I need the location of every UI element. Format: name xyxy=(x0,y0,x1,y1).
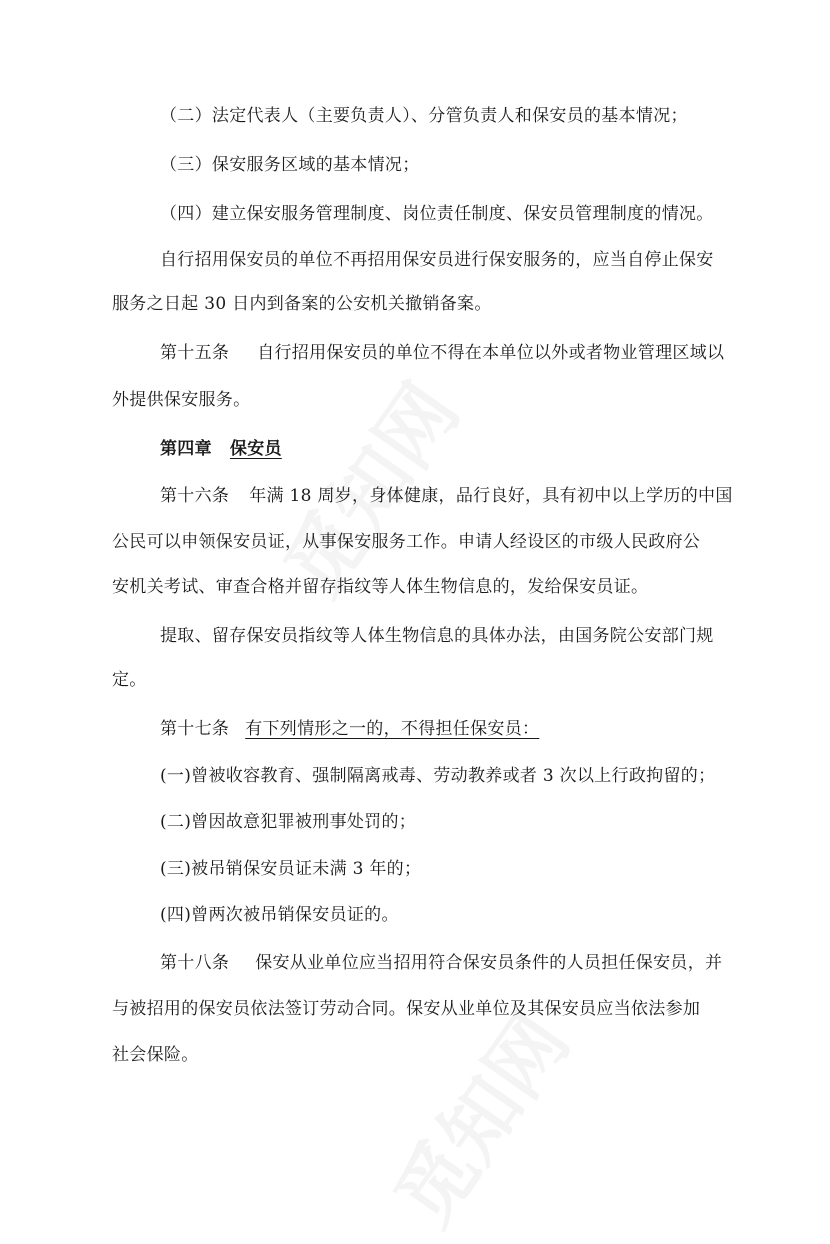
paragraph-line: 服务之日起 30 日内到备案的公安机关撤销备案。 xyxy=(112,294,492,314)
article-17: 第十七条 有下列情形之一的，不得担任保安员： xyxy=(160,719,540,739)
paragraph-line: 与被招用的保安员依法签订劳动合同。保安从业单位及其保安员应当依法参加 xyxy=(112,999,701,1019)
item-two: （二）法定代表人（主要负责人）、分管负责人和保安员的基本情况； xyxy=(160,106,688,126)
article-number: 第十八条 xyxy=(160,953,230,973)
paragraph-line: 定。 xyxy=(112,670,147,690)
paragraph-line: 公民可以申领保安员证，从事保安服务工作。申请人经设区的市级人民政府公 xyxy=(112,532,701,552)
paragraph-line: 社会保险。 xyxy=(112,1045,199,1065)
article-number: 第十七条 xyxy=(160,719,230,739)
item-three: （三）保安服务区域的基本情况； xyxy=(160,155,420,175)
article-16: 第十六条 年满 18 周岁，身体健康，品行良好，具有初中以上学历的中国 xyxy=(160,486,733,506)
watermark-bottom xyxy=(364,988,590,1244)
article-18: 第十八条 保安从业单位应当招用符合保安员条件的人员担任保安员，并 xyxy=(160,953,723,973)
list-item: (二)曾因故意犯罪被刑事处罚的； xyxy=(160,812,417,832)
paragraph-line: 安机关考试、审查合格并留存指纹等人体生物信息的，发给保安员证。 xyxy=(112,577,649,597)
paragraph-line: 提取、留存保安员指纹等人体生物信息的具体办法，由国务院公安部门规 xyxy=(160,626,714,646)
paragraph-line: 外提供保安服务。 xyxy=(112,390,251,410)
item-four: （四）建立保安服务管理制度、岗位责任制度、保安员管理制度的情况。 xyxy=(160,204,714,224)
article-15: 第十五条 自行招用保安员的单位不得在本单位以外或者物业管理区域以 xyxy=(160,343,725,363)
list-item: (四)曾两次被吊销保安员证的。 xyxy=(160,905,399,925)
article-number: 第十六条 xyxy=(160,486,230,506)
list-item: (一)曾被收容教育、强制隔离戒毒、劳动教养或者 3 次以上行政拘留的； xyxy=(160,766,716,786)
paragraph-line: 自行招用保安员的单位不再招用保安员进行保安服务的，应当自停止保安 xyxy=(160,250,714,270)
list-item: (三)被吊销保安员证未满 3 年的； xyxy=(160,859,422,879)
article-number: 第十五条 xyxy=(160,343,230,363)
chapter-heading: 第四章 保安员 xyxy=(160,439,282,459)
